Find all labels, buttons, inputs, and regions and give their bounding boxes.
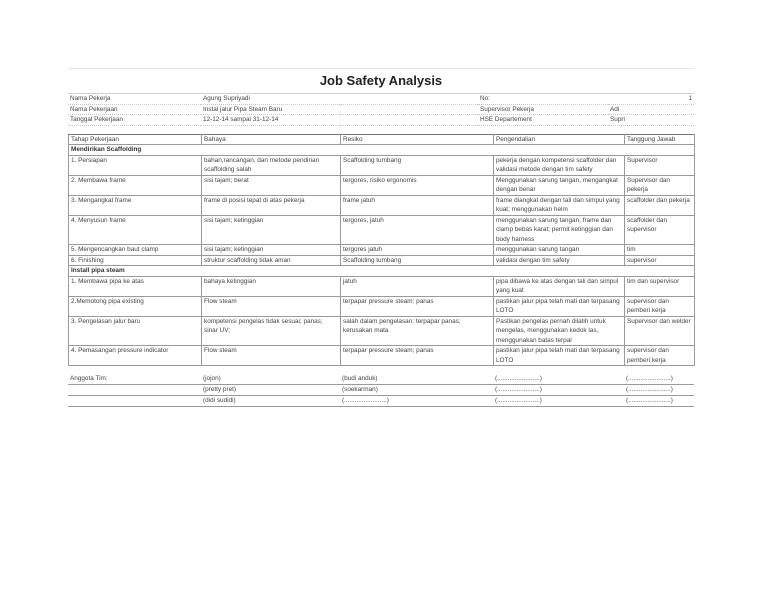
team-member: (........................)	[493, 385, 624, 396]
control-cell: pastikan jalur pipa telah mati dan terpasang LOTO	[494, 296, 625, 316]
column-header: Pengendalian	[494, 134, 625, 145]
risk-cell: salah dalam pengelasan; terpapar panas; kerusakan mata	[341, 316, 494, 346]
table-row	[69, 175, 695, 195]
control-cell: frame diangkat dengan tali dan simpul yang kuat; menggunakan helm	[494, 195, 625, 215]
team-member: (........................)	[340, 396, 493, 407]
section-title: Install pipa steam	[69, 266, 695, 277]
responsible-cell: Supervisor dan welder	[625, 316, 695, 346]
step-cell: 6. Finishing	[69, 255, 202, 266]
page-title: Job Safety Analysis	[68, 68, 694, 94]
risk-cell: Scaffolding tumbang	[341, 255, 494, 266]
hazard-cell: frame di posisi tepat di atas pekerja	[202, 195, 341, 215]
risk-cell: terpapar pressure steam; panas	[341, 296, 494, 316]
team-member: (pretty pret)	[201, 385, 340, 396]
table-header-row	[69, 134, 695, 145]
hazard-cell: Flow steam	[202, 296, 341, 316]
team-member: (didi sudidi)	[201, 396, 340, 407]
step-cell: 4. Menyusun frame	[69, 215, 202, 245]
risk-cell: terpapar pressure steam; panas	[341, 346, 494, 366]
info-label-2: HSE Departement	[478, 115, 608, 126]
table-row	[69, 346, 695, 366]
hazard-cell: sisi tajam; berat	[202, 175, 341, 195]
team-member: (........................)	[493, 374, 624, 385]
info-row	[68, 94, 694, 104]
section-title: Mendirikan Scaffolding	[69, 145, 695, 156]
table-row	[69, 195, 695, 215]
responsible-cell: scaffolder dan supervisor	[625, 215, 695, 245]
team-label-empty	[68, 396, 201, 407]
team-row	[68, 396, 694, 407]
team-member: (........................)	[624, 385, 694, 396]
column-header: Resiko	[341, 134, 494, 145]
info-row	[68, 115, 694, 126]
responsible-cell: supervisor dan pemberi kerja	[625, 346, 695, 366]
responsible-cell: Supervisor	[625, 155, 695, 175]
control-cell: menggunakan sarung tangan, frame dan clamp bebas karat; permit ketinggian dan body harness	[494, 215, 625, 245]
hazard-cell: sisi tajam; ketinggian	[202, 245, 341, 256]
control-cell: pekerja dengan kompetensi scaffolder dan validasi metode dengan tim safety	[494, 155, 625, 175]
info-value: 12-12-14 sampai 31-12-14	[201, 115, 340, 126]
table-row	[69, 316, 695, 346]
info-empty	[340, 115, 478, 126]
responsible-cell: Supervisor dan pekerja	[625, 175, 695, 195]
info-empty	[340, 104, 478, 115]
risk-cell: frame jatuh	[341, 195, 494, 215]
info-empty	[340, 94, 478, 104]
control-cell: Menggunakan sarung tangan, mengangkat dengan benar	[494, 175, 625, 195]
column-header: Bahaya	[202, 134, 341, 145]
team-member: (........................)	[624, 374, 694, 385]
team-member: (........................)	[624, 396, 694, 407]
table-row	[69, 255, 695, 266]
control-cell: pipa dibawa ke atas dengan tali dan simpul yang kuat	[494, 276, 625, 296]
hazard-cell: Flow steam	[202, 346, 341, 366]
info-value: Agung Supriyadi	[201, 94, 340, 104]
team-member: (budi anduk)	[340, 374, 493, 385]
info-table	[68, 94, 694, 126]
hazard-cell: bahan,rancangan, dan metode pendirian scaffolding salah	[202, 155, 341, 175]
table-row	[69, 155, 695, 175]
info-value-2: Supri	[608, 115, 694, 126]
team-member: (jojon)	[201, 374, 340, 385]
job-safety-analysis-sheet	[68, 68, 694, 407]
responsible-cell: tim	[625, 245, 695, 256]
step-cell: 5. Mengencangkan baut clamp	[69, 245, 202, 256]
responsible-cell: supervisor	[625, 255, 695, 266]
table-row	[69, 296, 695, 316]
control-cell: menggunakan sarung tangan	[494, 245, 625, 256]
hazard-cell: kompetensi pengelas tidak sesuai; panas; sinar UV;	[202, 316, 341, 346]
info-label-2: No:	[478, 94, 608, 104]
hazard-cell: struktur scaffolding tidak aman	[202, 255, 341, 266]
responsible-cell: scaffolder dan pekerja	[625, 195, 695, 215]
risk-cell: tergores jatuh	[341, 245, 494, 256]
table-row	[69, 245, 695, 256]
info-value-2: Adi	[608, 104, 694, 115]
team-row	[68, 385, 694, 396]
column-header: Tahap Pekerjaan	[69, 134, 202, 145]
risk-cell: Scaffolding tumbang	[341, 155, 494, 175]
step-cell: 3. Pengelasan jalur baru	[69, 316, 202, 346]
column-header: Tanggung Jawab	[625, 134, 695, 145]
team-member: (........................)	[493, 396, 624, 407]
team-label: Anggota Tim:	[68, 374, 201, 385]
step-cell: 4. Pemasangan pressure indicator	[69, 346, 202, 366]
jsa-table	[68, 134, 695, 367]
hazard-cell: bahaya ketinggian	[202, 276, 341, 296]
step-cell: 1. Persiapan	[69, 155, 202, 175]
team-member: (soekarman)	[340, 385, 493, 396]
step-cell: 2. Membawa frame	[69, 175, 202, 195]
control-cell: Pastikan pengelas pernah dilatih untuk mengelas, menggunakan kedok las, menggunakan batas terpal	[494, 316, 625, 346]
risk-cell: tergores, jatuh	[341, 215, 494, 245]
info-label-2: Supervisor Pekerja	[478, 104, 608, 115]
control-cell: pastikan jalur pipa telah mati dan terpasang LOTO	[494, 346, 625, 366]
step-cell: 1. Membawa pipa ke atas	[69, 276, 202, 296]
step-cell: 3. Mengangkat frame	[69, 195, 202, 215]
step-cell: 2.Memotong pipa existing	[69, 296, 202, 316]
table-row	[69, 215, 695, 245]
section-row	[69, 266, 695, 277]
section-row	[69, 145, 695, 156]
team-label-empty	[68, 385, 201, 396]
info-value: Instal jalur Pipa Steam Baru	[201, 104, 340, 115]
responsible-cell: supervisor dan pemberi kerja	[625, 296, 695, 316]
control-cell: validasi dengan tim safety	[494, 255, 625, 266]
info-label: Tanggal Pekerjaan	[68, 115, 201, 126]
info-label: Nama Pekerjaan	[68, 104, 201, 115]
info-value-2: 1	[608, 94, 694, 104]
info-label: Nama Pekerja	[68, 94, 201, 104]
table-row	[69, 276, 695, 296]
team-row	[68, 374, 694, 385]
responsible-cell: tim dan supervisor	[625, 276, 695, 296]
info-row	[68, 104, 694, 115]
risk-cell: tergores, risiko ergonomis	[341, 175, 494, 195]
risk-cell: jatuh	[341, 276, 494, 296]
hazard-cell: sisi tajam; ketinggian	[202, 215, 341, 245]
team-table	[68, 374, 694, 407]
